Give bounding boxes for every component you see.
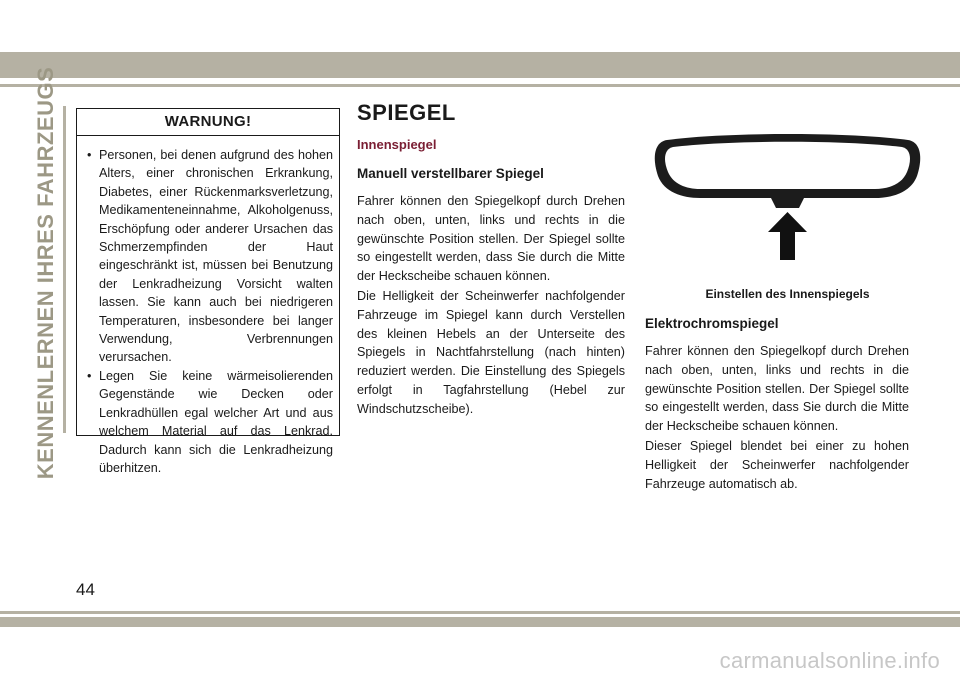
chapter-side-rule: [63, 106, 66, 433]
manual-mirror-paragraph-2: Die Helligkeit der Scheinwerfer nachfolgender Fahrzeuge im Spiegel kann durch Verstellen des kleinen Hebels an der Unterseite des Spiegels in Nachtfahrstellung (nach hinten) reduziert werden. Die Einstellung des Spiegels erfolgt in Tagfahrstellung (Hebel zur Windschutzscheibe).: [357, 289, 625, 416]
warning-box: [76, 108, 340, 475]
header-rule: [0, 84, 960, 87]
section-title: SPIEGEL: [357, 100, 456, 125]
figure-caption: Einstellen des Innenspiegels: [705, 287, 870, 301]
header-band: [0, 52, 960, 78]
subsection-title: Innenspiegel: [357, 137, 437, 152]
electrochromic-mirror-heading: Elektrochromspiegel: [645, 316, 779, 331]
page-number: 44: [76, 580, 95, 599]
mirror-glass: [665, 142, 910, 189]
chapter-side-title: [30, 66, 62, 479]
mirror-lever: [771, 198, 804, 208]
electrochromic-paragraph-2: Dieser Spiegel blendet bei einer zu hohen Helligkeit der Scheinwerfer nachfolgender Fahrzeuge automatisch ab.: [645, 439, 909, 491]
chapter-side-title-text: KENNENLERNEN IHRES FAHRZEUGS: [33, 66, 58, 479]
manual-mirror-heading: Manuell verstellbarer Spiegel: [357, 166, 544, 181]
watermark: carmanualsonline.info: [719, 648, 940, 673]
footer-band: [0, 617, 960, 627]
footer-rule: [0, 611, 960, 614]
warning-item-2: • Legen Sie keine wärmeisolierenden Gegenstände wie Decken oder Lenkradhüllen egal welcher Art und aus welchem Material auf das Lenkrad. Dadurch kann sich die Lenkradheizung überhitzen.: [87, 367, 333, 477]
warning-heading: WARNUNG!: [77, 109, 339, 136]
warning-list: [77, 136, 339, 477]
arrow-up-icon: [768, 212, 807, 260]
manual-mirror-paragraph-1: Fahrer können den Spiegelkopf durch Drehen nach oben, unten, links und rechts in die gewünschte Position stellen. Der Spiegel sollte so eingestellt werden, dass Sie durch die Mitte der Heckscheibe schauen können.: [357, 194, 625, 284]
electrochromic-paragraph-1: Fahrer können den Spiegelkopf durch Drehen nach oben, unten, links und rechts in die gewünschte Position stellen. Der Spiegel sollte so eingestellt werden, dass Sie durch die Mitte der Heckscheibe schauen können.: [645, 344, 909, 434]
warning-item-1: • Personen, bei denen aufgrund des hohen Alters, einer chronischen Erkrankung, Diabetes, einer Rückenmarksverletzung, Medikamenteneinnahme, Alkoholgenuss, Erschöpfung oder anderer Ursachen das Schmerzempfinden der Haut eingeschränkt ist, müssen bei Benutzung der Lenkradheizung Vorsicht walten lassen. Sie kann auch bei niedrigeren Temperaturen, insbesondere bei langer Verwendung, Verbrennungen verursachen.: [87, 146, 333, 367]
rearview-mirror-icon: [645, 128, 930, 268]
